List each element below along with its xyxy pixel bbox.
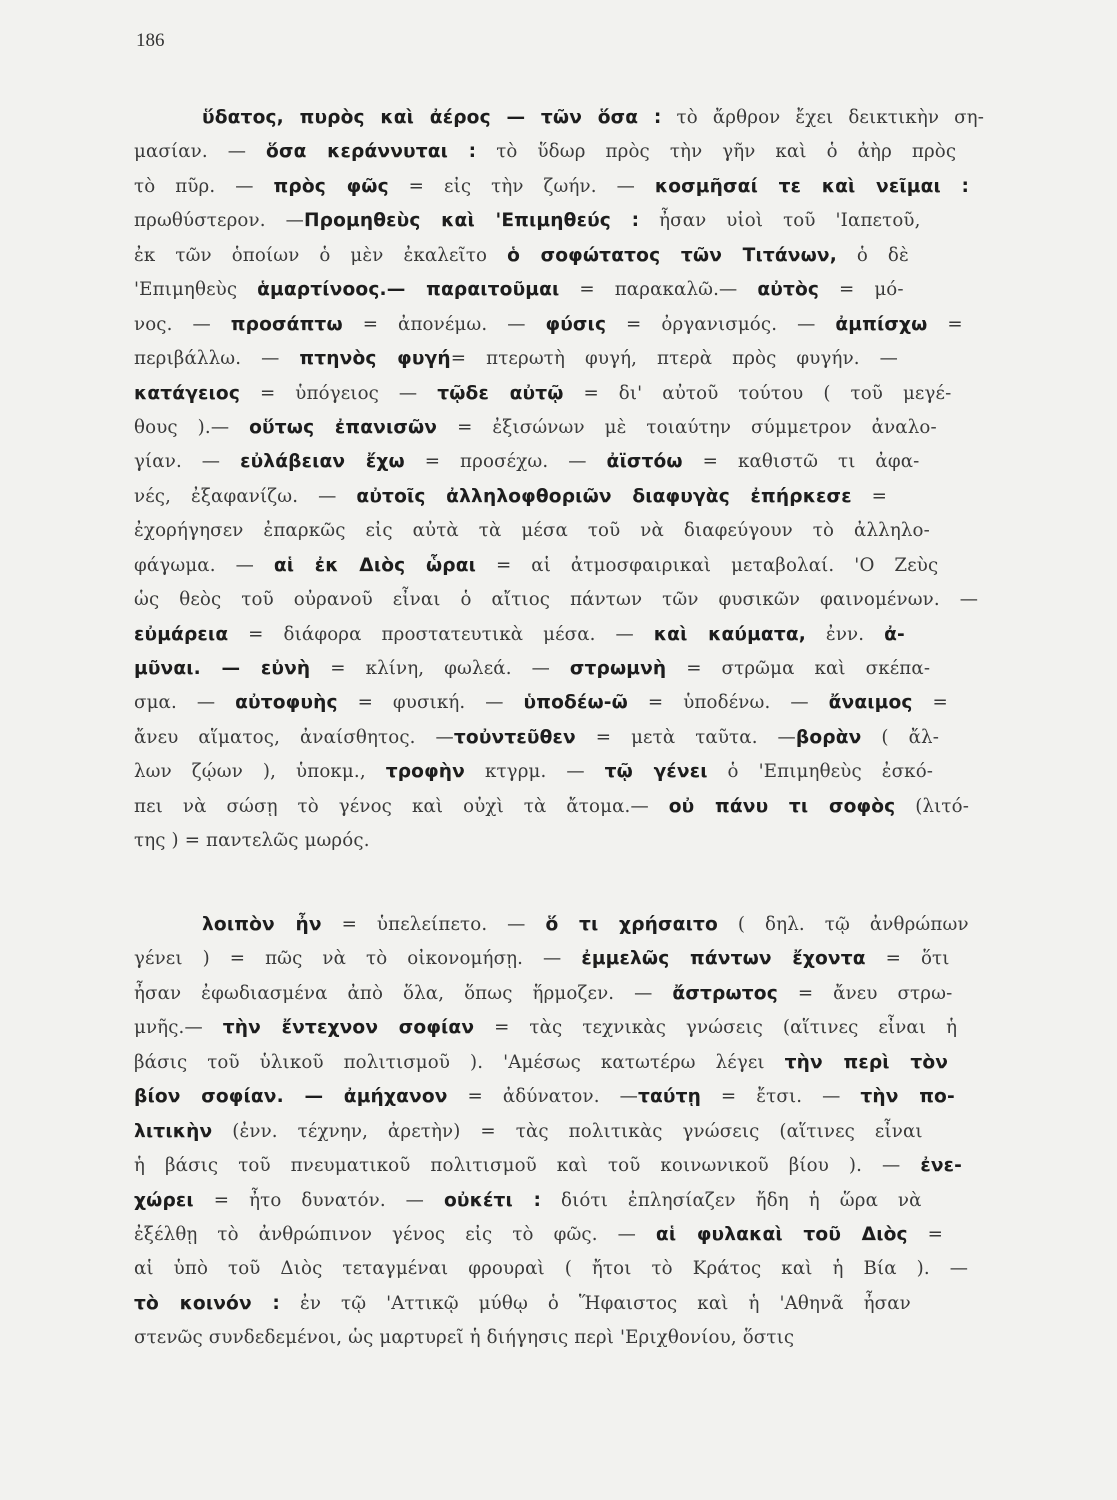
lemma-term: ὑποδέω-ῶ: [523, 692, 628, 714]
text-line: [134, 790, 984, 824]
gloss-text: γένει ) = πῶς νὰ τὸ οἰκονομήσῃ. —: [134, 948, 582, 970]
text-line: [134, 308, 984, 342]
gloss-text: = ὀργανισμός. —: [606, 313, 836, 335]
gloss-text: μνῆς.—: [134, 1017, 223, 1039]
gloss-text: = κλίνη, φωλεά. —: [310, 658, 570, 679]
gloss-text: = ἦτο δυνατόν. —: [193, 1189, 444, 1211]
text-line: [134, 908, 984, 942]
lemma-term: τὴν περὶ τὸν: [784, 1051, 949, 1073]
text-line: [134, 824, 984, 858]
gloss-text: ἐν τῷ 'Αττικῷ μύθῳ ὁ Ἥφαιστος καὶ ἡ 'Αθηνᾶ ἦσαν: [280, 1292, 911, 1314]
gloss-text: = στρῶμα καὶ σκέπα-: [666, 658, 931, 679]
gloss-text: ὁ 'Επιμηθεὺς ἐσκό-: [707, 761, 934, 783]
gloss-text: = καθιστῶ τι ἀφα-: [682, 451, 920, 473]
text-line: [134, 618, 984, 652]
lemma-term: αἱ ἐκ Διὸς ὧραι: [273, 554, 477, 576]
lemma-term: ἁμαρτίνοος.— παραιτοῦμαι: [257, 279, 560, 301]
text-line: [134, 1149, 984, 1183]
gloss-text: ἐνν.: [806, 623, 885, 645]
lemma-term: ἄστρωτος: [672, 982, 778, 1004]
gloss-text: 'Επιμηθεὺς: [134, 279, 258, 301]
gloss-text: ἐκ τῶν ὁποίων ὁ μὲν ἐκαλεῖτο: [134, 244, 508, 266]
gloss-text: λων ζῴων ), ὑποκμ.,: [134, 761, 386, 783]
lemma-term: τοὐντεῦθεν: [453, 726, 576, 748]
text-line: [134, 721, 984, 755]
gloss-text: =: [927, 313, 963, 335]
lemma-term: οὐκέτι :: [443, 1189, 542, 1211]
gloss-text: = παρακαλῶ.—: [559, 279, 758, 301]
lemma-term: μῦναι. —: [134, 658, 241, 679]
text-line: [134, 204, 984, 238]
lemma-term: ἀϊστόω: [606, 451, 683, 473]
text-line: [134, 101, 984, 135]
lemma-term: οὐ πάνυ τι σοφὸς: [668, 795, 896, 817]
gloss-text: = δι' αὐτοῦ τούτου ( τοῦ μεγέ-: [563, 382, 952, 404]
lemma-term: εὐλάβειαν ἔχω: [240, 451, 405, 473]
gloss-text: =: [912, 692, 948, 714]
gloss-text: περιβάλλω. —: [134, 348, 300, 370]
lemma-term: τὸ κοινόν :: [134, 1292, 281, 1314]
text-line: [134, 1218, 984, 1252]
gloss-text: = εἰς τὴν ζωήν. —: [388, 175, 655, 197]
gloss-text: διότι ἐπλησίαζεν ἤδη ἡ ὥρα νὰ: [541, 1189, 922, 1211]
gloss-text: = ὑπόγειος —: [240, 382, 438, 404]
lemma-term: κοσμῆσαί τε καὶ νεῖμαι :: [654, 175, 970, 197]
gloss-text: = αἱ ἀτμοσφαιρικαὶ μεταβολαί. 'Ο Ζεὺς: [476, 554, 939, 576]
lemma-term: οὕτως ἐπανισῶν: [249, 416, 438, 438]
gloss-text: = πτερωτὴ φυγή, πτερὰ πρὸς φυγήν. —: [450, 348, 898, 370]
commentary-paragraph-2: [134, 908, 984, 1356]
text-line: [134, 1252, 984, 1286]
lemma-term: τροφὴν: [385, 761, 466, 783]
text-line: [134, 239, 984, 273]
lemma-term: προσάπτω: [230, 313, 343, 335]
page-number: 186: [136, 30, 165, 51]
lemma-term: λοιπὸν ἦν: [202, 914, 322, 935]
lemma-term: βορὰν: [795, 726, 862, 748]
gloss-text: = ἐξισώνων μὲ τοιαύτην σύμμετρον ἀναλο-: [437, 416, 937, 438]
text-line: [134, 377, 984, 411]
lemma-term: καὶ καύματα,: [653, 623, 806, 645]
gloss-text: νος. —: [134, 313, 231, 335]
lemma-term: αὐτοῖς ἀλληλοφθοριῶν διαφυγὰς ἐπήρκεσε: [356, 485, 852, 507]
lemma-term: τῷδε αὐτῷ: [437, 382, 564, 404]
text-line: [134, 342, 984, 376]
text-line: [134, 1046, 984, 1080]
gloss-text: βάσις τοῦ ὑλικοῦ πολιτισμοῦ ). 'Αμέσως κατωτέρω λέγει: [134, 1051, 785, 1073]
lemma-term: ἐμμελῶς πάντων ἔχοντα: [581, 948, 866, 970]
gloss-text: = ἀπονέμω. —: [342, 313, 546, 335]
lemma-term: ὕδατος, πυρὸς καὶ ἀέρος — τῶν ὅσα :: [202, 107, 662, 128]
gloss-text: = ὑπελείπετο. —: [321, 914, 546, 935]
lemma-term: ἐνε-: [920, 1155, 962, 1177]
lemma-term: κατάγειος: [134, 382, 241, 404]
gloss-text: ἡ βάσις τοῦ πνευματικοῦ πολιτισμοῦ καὶ τοῦ κοινωνικοῦ βίου ). —: [134, 1155, 921, 1177]
lemma-term: ἄναιμος: [828, 692, 913, 714]
gloss-text: ἄνευ αἵματος, ἀναίσθητος. —: [134, 726, 454, 748]
gloss-text: μασίαν. —: [134, 141, 267, 163]
gloss-text: ὡς θεὸς τοῦ οὐρανοῦ εἶναι ὁ αἴτιος πάντων τῶν φυσικῶν φαινομένων. —: [134, 589, 979, 611]
gloss-text: ἐχορήγησεν ἐπαρκῶς εἰς αὐτὰ τὰ μέσα τοῦ νὰ διαφεύγουν τὸ ἀλληλο-: [134, 520, 930, 542]
text-line: [134, 942, 984, 976]
lemma-term: φύσις: [545, 313, 607, 335]
gloss-text: ἦσαν ἐφωδιασμένα ἀπὸ ὅλα, ὅπως ἥρμοζεν. —: [134, 982, 673, 1004]
lemma-term: στρωμνὴ: [569, 658, 667, 679]
gloss-text: ( δηλ. τῷ ἀνθρώπων: [717, 914, 969, 935]
text-line: [134, 1287, 984, 1321]
lemma-term: ὅ τι χρήσαιτο: [545, 914, 718, 935]
text-line: [134, 135, 984, 169]
gloss-text: =: [851, 485, 888, 507]
gloss-text: σμα. —: [134, 692, 236, 714]
text-line: [134, 1011, 984, 1045]
lemma-term: ὁ σοφώτατος τῶν Τιτάνων,: [507, 244, 837, 266]
lemma-term: βίον σοφίαν. — ἀμήχανον: [134, 1086, 448, 1108]
gloss-text: = ἀδύνατον. —: [447, 1086, 638, 1108]
gloss-text: = ὅτι: [865, 948, 950, 970]
gloss-text: πει νὰ σώσῃ τὸ γένος καὶ οὐχὶ τὰ ἄτομα.—: [134, 795, 669, 817]
gloss-text: αἱ ὑπὸ τοῦ Διὸς τεταγμέναι φρουραὶ ( ἤτοι τὸ Κράτος καὶ ἡ Βία ). —: [134, 1258, 969, 1280]
gloss-text: (λιτό-: [895, 795, 970, 817]
lemma-term: εὐνὴ: [240, 658, 311, 679]
gloss-text: ἐξέλθῃ τὸ ἀνθρώπινον γένος εἰς τὸ φῶς. —: [134, 1223, 656, 1245]
lemma-term: ἀ-: [884, 623, 905, 645]
text-line: [134, 977, 984, 1011]
lemma-term: πτηνὸς φυγή: [299, 348, 451, 370]
text-line: [134, 273, 984, 307]
text-line: [134, 549, 984, 583]
lemma-term: εὐμάρεια: [134, 623, 229, 645]
gloss-text: = μό-: [819, 279, 904, 301]
lemma-term: τὴν ἔντεχνον σοφίαν: [222, 1017, 475, 1039]
lemma-term: αὐτὸς: [757, 279, 820, 301]
gloss-text: ( ἄλ-: [861, 726, 940, 748]
text-line: [134, 411, 984, 445]
gloss-text: πρωθύστερον. —: [134, 210, 304, 232]
gloss-text: νές, ἐξαφανίζω. —: [134, 485, 357, 507]
lemma-term: πρὸς φῶς: [273, 175, 389, 197]
text-line: [134, 480, 984, 514]
gloss-text: της ) = παντελῶς μωρός.: [134, 830, 370, 852]
gloss-text: = τὰς τεχνικὰς γνώσεις (αἵτινες εἶναι ἡ: [474, 1017, 958, 1039]
text-line: [134, 1115, 984, 1149]
gloss-text: = φυσική. —: [337, 692, 524, 714]
text-line: [134, 514, 984, 548]
gloss-text: τὸ ὕδωρ πρὸς τὴν γῆν καὶ ὁ ἀὴρ πρὸς: [476, 141, 957, 163]
gloss-text: γίαν. —: [134, 451, 241, 473]
lemma-term: ταύτῃ: [637, 1086, 701, 1108]
gloss-text: τὸ ἄρθρον ἔχει δεικτικὴν ση-: [661, 107, 984, 128]
gloss-text: = ἄνευ στρω-: [777, 982, 953, 1004]
commentary-paragraph-1: [134, 101, 984, 859]
gloss-text: στενῶς συνδεδεμένοι, ὡς μαρτυρεῖ ἡ διήγησις περὶ 'Εριχθονίου, ὅστις: [134, 1327, 795, 1349]
text-line: [134, 686, 984, 720]
text-line: [134, 1080, 984, 1114]
text-line: [134, 1184, 984, 1218]
text-line: [134, 755, 984, 789]
gloss-text: κτγρμ. —: [465, 761, 605, 783]
gloss-text: = ὑποδένω. —: [627, 692, 829, 714]
lemma-term: τὴν πο-: [860, 1086, 955, 1108]
lemma-term: χώρει: [134, 1189, 194, 1211]
text-line: [134, 652, 984, 686]
gloss-text: θους ).—: [134, 416, 250, 438]
gloss-text: ἦσαν υἱοὶ τοῦ 'Ιαπετοῦ,: [639, 210, 921, 232]
gloss-text: = διάφορα προστατευτικὰ μέσα. —: [228, 623, 654, 645]
gloss-text: φάγωμα. —: [134, 554, 274, 576]
gloss-text: = ἔτσι. —: [701, 1086, 861, 1108]
gloss-text: = μετὰ ταῦτα. —: [575, 726, 796, 748]
gloss-text: =: [907, 1223, 944, 1245]
lemma-term: λιτικὴν: [134, 1120, 213, 1142]
text-line: [134, 170, 984, 204]
text-line: [134, 1321, 984, 1355]
text-line: [134, 445, 984, 479]
lemma-term: Προμηθεὺς καὶ 'Επιμηθεύς :: [303, 210, 640, 232]
gloss-text: = προσέχω. —: [404, 451, 607, 473]
gloss-text: ὁ δὲ: [836, 244, 909, 266]
lemma-term: τῷ γένει: [604, 761, 708, 783]
gloss-text: (ἐνν. τέχνην, ἀρετὴν) = τὰς πολιτικὰς γνώσεις (αἵτινες εἶναι: [212, 1120, 923, 1142]
lemma-term: ὅσα κεράννυται :: [266, 141, 477, 163]
lemma-term: ἀμπίσχω: [835, 313, 928, 335]
lemma-term: αὐτοφυὴς: [235, 692, 338, 714]
lemma-term: αἱ φυλακαὶ τοῦ Διὸς: [655, 1223, 908, 1245]
text-line: [134, 583, 984, 617]
gloss-text: τὸ πῦρ. —: [134, 175, 274, 197]
